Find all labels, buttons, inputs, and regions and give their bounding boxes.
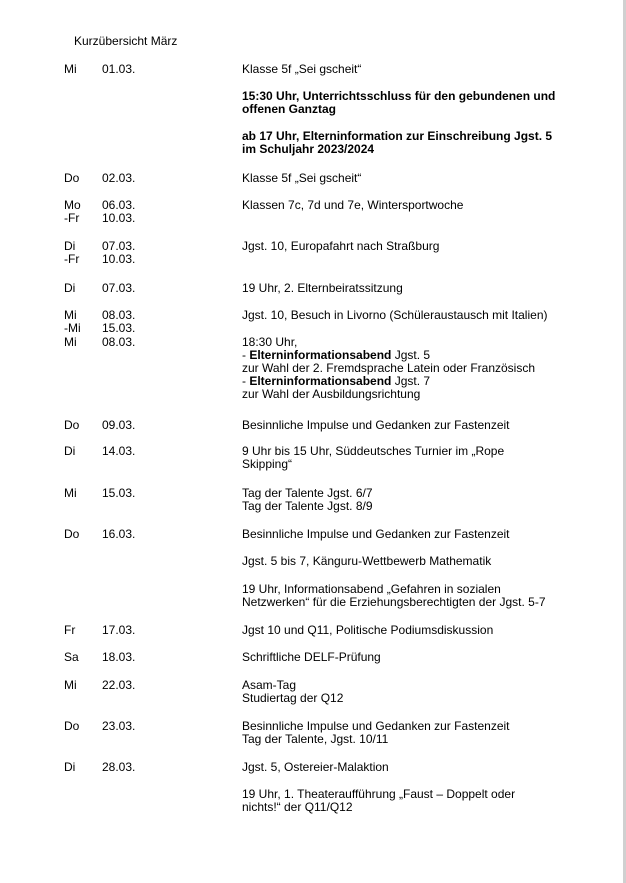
day-label: Mi: [64, 62, 77, 76]
description-line: Besinnliche Impulse und Gedanken zur Fastenzeit: [242, 527, 510, 541]
day-label: -Fr: [64, 211, 80, 225]
entry-date: [102, 624, 182, 637]
description-line: im Schuljahr 2023/2024: [242, 142, 375, 156]
entry-day: [64, 419, 104, 432]
entry-date: [102, 419, 182, 432]
entry-description: [242, 788, 572, 814]
entry-description: [242, 651, 572, 664]
description-line: Tag der Talente, Jgst. 10/11: [242, 732, 389, 746]
date-label: 10.03.: [102, 252, 136, 266]
description-line: zur Wahl der Ausbildungsrichtung: [242, 387, 421, 401]
entry-day: [64, 199, 104, 225]
description-line: 15:30 Uhr, Unterrichtsschluss für den gebundenen und: [242, 89, 556, 103]
entry-date: [102, 309, 182, 335]
description-line: Tag der Talente Jgst. 8/9: [242, 499, 373, 513]
description-line: Jgst. 5 bis 7, Känguru-Wettbewerb Mathematik: [242, 554, 492, 568]
description-line: Klasse 5f „Sei gscheit“: [242, 171, 362, 185]
description-line: Skipping“: [242, 457, 293, 471]
date-label: 07.03.: [102, 239, 136, 253]
line-rest: Jgst. 5: [391, 348, 431, 362]
entry-description: [242, 419, 572, 432]
day-label: Di: [64, 281, 76, 295]
entry-day: [64, 445, 104, 458]
entry-day: [64, 761, 104, 774]
entry-date: [102, 761, 182, 774]
entry-date: [102, 679, 182, 692]
entry-description: [242, 679, 572, 705]
entry-date: [102, 172, 182, 185]
entry-description: [242, 720, 572, 746]
entry-description: [242, 199, 572, 212]
entry-day: [64, 651, 104, 664]
entry-date: [102, 487, 182, 500]
day-label: Mi: [64, 335, 77, 349]
entry-description: [242, 63, 572, 76]
date-label: 14.03.: [102, 444, 136, 458]
description-line: Schriftliche DELF-Prüfung: [242, 650, 381, 664]
day-label: Do: [64, 527, 80, 541]
entry-date: [102, 63, 182, 76]
day-label: Mi: [64, 486, 77, 500]
entry-description: [242, 487, 572, 513]
description-line: Tag der Talente Jgst. 6/7: [242, 486, 373, 500]
entry-description: [242, 528, 572, 541]
line-emphasis: Elterninformationsabend: [249, 348, 392, 362]
date-label: 15.03.: [102, 486, 136, 500]
date-label: 16.03.: [102, 527, 136, 541]
day-label: -Fr: [64, 252, 80, 266]
description-line: offenen Ganztag: [242, 102, 337, 116]
day-label: Mi: [64, 678, 77, 692]
date-label: 06.03.: [102, 198, 136, 212]
entry-date: [102, 651, 182, 664]
entry-description: [242, 583, 572, 609]
entry-day: [64, 282, 104, 295]
line-rest: Jgst. 7: [391, 374, 431, 388]
description-line: Jgst 10 und Q11, Politische Podiumsdiskussion: [242, 623, 494, 637]
date-label: 07.03.: [102, 281, 136, 295]
entry-day: [64, 528, 104, 541]
date-label: 28.03.: [102, 760, 136, 774]
day-label: -Mi: [64, 321, 81, 335]
entry-description: [242, 624, 572, 637]
entry-day: [64, 309, 104, 335]
date-label: 23.03.: [102, 719, 136, 733]
day-label: Do: [64, 719, 80, 733]
entry-description: [242, 445, 572, 471]
entry-description: [242, 130, 572, 156]
description-line: zur Wahl der 2. Fremdsprache Latein oder Französisch: [242, 361, 536, 375]
date-label: 01.03.: [102, 62, 136, 76]
description-line: Studiertag der Q12: [242, 691, 344, 705]
date-label: 10.03.: [102, 211, 136, 225]
entry-day: [64, 624, 104, 637]
day-label: Di: [64, 444, 76, 458]
entry-day: [64, 679, 104, 692]
entry-date: [102, 528, 182, 541]
entry-description: [242, 309, 572, 322]
date-label: 09.03.: [102, 418, 136, 432]
entry-description: [242, 172, 572, 185]
day-label: Di: [64, 239, 76, 253]
line-prefix: -: [242, 348, 250, 362]
description-line: Netzwerken“ für die Erziehungsberechtigten der Jgst. 5-7: [242, 595, 546, 609]
entry-description: [242, 336, 572, 401]
description-line: nichts!“ der Q11/Q12: [242, 800, 353, 814]
page-title: Kurzübersicht März: [74, 34, 178, 48]
description-line: Jgst. 10, Europafahrt nach Straßburg: [242, 239, 440, 253]
day-label: Do: [64, 171, 80, 185]
day-label: Do: [64, 418, 80, 432]
day-label: Fr: [64, 623, 76, 637]
description-line: 19 Uhr, Informationsabend „Gefahren in sozialen: [242, 582, 501, 596]
day-label: Di: [64, 760, 76, 774]
entry-description: [242, 282, 572, 295]
line-prefix: -: [242, 374, 250, 388]
entry-date: [102, 240, 182, 266]
entry-day: [64, 63, 104, 76]
entry-date: [102, 445, 182, 458]
entry-description: [242, 555, 572, 568]
description-line: Besinnliche Impulse und Gedanken zur Fastenzeit: [242, 418, 510, 432]
date-label: 22.03.: [102, 678, 136, 692]
day-label: Mi: [64, 308, 77, 322]
entry-description: [242, 761, 572, 774]
entry-day: [64, 336, 104, 349]
description-line: Klasse 5f „Sei gscheit“: [242, 62, 362, 76]
description-line: 18:30 Uhr,: [242, 335, 298, 349]
date-label: 18.03.: [102, 650, 136, 664]
line-emphasis: Elterninformationsabend: [249, 374, 392, 388]
entry-date: [102, 720, 182, 733]
entry-date: [102, 282, 182, 295]
day-label: Mo: [64, 198, 81, 212]
entry-day: [64, 172, 104, 185]
description-line: Asam-Tag: [242, 678, 297, 692]
entry-day: [64, 487, 104, 500]
entry-description: [242, 90, 572, 116]
entry-date: [102, 336, 182, 349]
description-line: Jgst. 10, Besuch in Livorno (Schüleraustausch mit Italien): [242, 308, 548, 322]
date-label: 08.03.: [102, 308, 136, 322]
date-label: 02.03.: [102, 171, 136, 185]
description-line: 9 Uhr bis 15 Uhr, Süddeutsches Turnier im „Rope: [242, 444, 505, 458]
description-line: Besinnliche Impulse und Gedanken zur Fastenzeit: [242, 719, 510, 733]
date-label: 15.03.: [102, 321, 136, 335]
description-line: Klassen 7c, 7d und 7e, Wintersportwoche: [242, 198, 464, 212]
description-line: Jgst. 5, Ostereier-Malaktion: [242, 760, 389, 774]
date-label: 08.03.: [102, 335, 136, 349]
day-label: Sa: [64, 650, 79, 664]
date-label: 17.03.: [102, 623, 136, 637]
entry-description: [242, 240, 572, 253]
entry-date: [102, 199, 182, 225]
description-line: 19 Uhr, 1. Theateraufführung „Faust – Doppelt oder: [242, 787, 516, 801]
description-line: 19 Uhr, 2. Elternbeiratssitzung: [242, 281, 403, 295]
entry-day: [64, 240, 104, 266]
description-line: ab 17 Uhr, Elterninformation zur Einschreibung Jgst. 5: [242, 129, 553, 143]
entry-day: [64, 720, 104, 733]
